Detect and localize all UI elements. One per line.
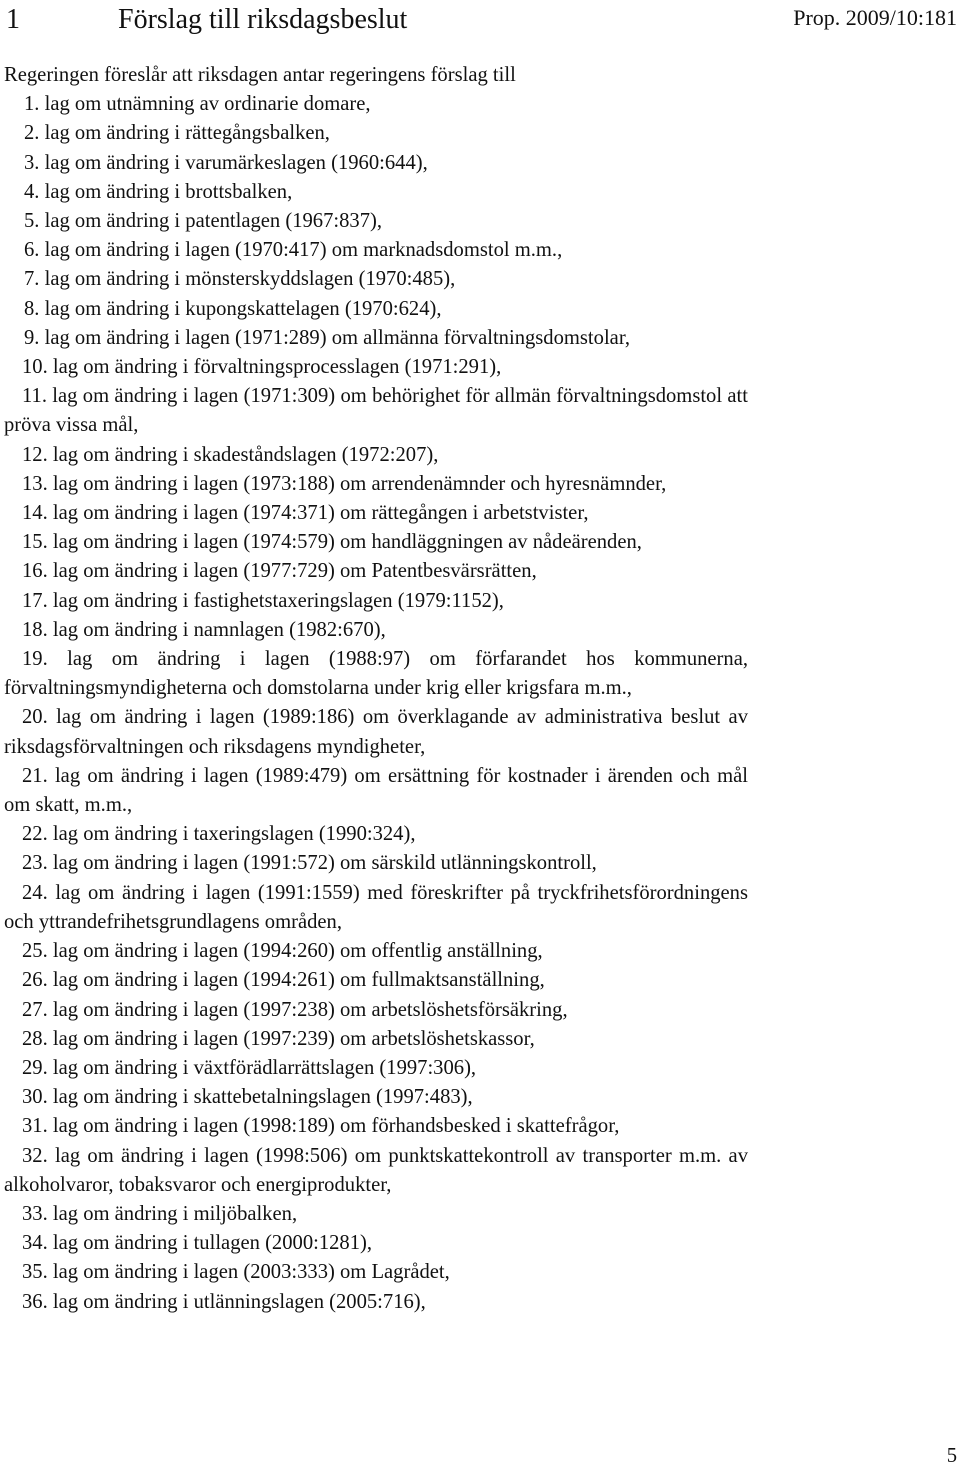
law-item-34: 34. lag om ändring i tullagen (2000:1281), (22, 1232, 373, 1255)
law-item-2: 2. lag om ändring i rättegångsbalken, (24, 122, 330, 145)
law-item-8: 8. lag om ändring i kupongskattelagen (1970:624), (24, 297, 442, 320)
law-item-4: 4. lag om ändring i brottsbalken, (24, 180, 293, 203)
law-item-23: 23. lag om ändring i lagen (1991:572) om särskild utlänningskontroll, (22, 852, 597, 875)
law-item-31: 31. lag om ändring i lagen (1998:189) om förhandsbesked i skattefrågor, (22, 1115, 620, 1138)
law-item-19: 19. lag om ändring i lagen (1988:97) om förfarandet hos kommunerna, förvaltningsmyndigheterna och domstolarna under krig eller krigsfara m.m., (4, 648, 748, 700)
law-item-33: 33. lag om ändring i miljöbalken, (22, 1202, 298, 1225)
intro-paragraph: Regeringen föreslår att riksdagen antar regeringens förslag till (4, 64, 516, 86)
law-item-20: 20. lag om ändring i lagen (1989:186) om överklagande av administrativa beslut av riksdagsförvaltningen och riksdagens myndigheter, (4, 706, 748, 758)
law-item-28: 28. lag om ändring i lagen (1997:239) om arbetslöshetskassor, (22, 1027, 535, 1050)
law-item-21: 21. lag om ändring i lagen (1989:479) om ersättning för kostnader i ärenden och mål om skatt, m.m., (4, 764, 748, 817)
law-item-13: 13. lag om ändring i lagen (1973:188) om arrendenämnder och hyresnämnder, (22, 472, 667, 495)
law-item-27: 27. lag om ändring i lagen (1997:238) om arbetslöshetsförsäkring, (22, 998, 568, 1021)
chapter-number: 1 (6, 4, 20, 35)
law-item-18: 18. lag om ändring i namnlagen (1982:670), (22, 618, 386, 641)
law-item-15: 15. lag om ändring i lagen (1974:579) om handläggningen av nådeärenden, (22, 531, 642, 554)
law-item-3: 3. lag om ändring i varumärkeslagen (1960:644), (24, 151, 428, 174)
law-item-12: 12. lag om ändring i skadeståndslagen (1972:207), (22, 443, 439, 466)
document-body (4, 61, 748, 1317)
law-item-30: 30. lag om ändring i skattebetalningslagen (1997:483), (22, 1086, 473, 1109)
page-header (0, 0, 960, 44)
law-item-6: 6. lag om ändring i lagen (1970:417) om marknadsdomstol m.m., (24, 239, 563, 262)
law-item-5: 5. lag om ändring i patentlagen (1967:837), (24, 210, 383, 233)
law-item-9: 9. lag om ändring i lagen (1971:289) om allmänna förvaltningsdomstolar, (24, 326, 630, 349)
law-item-35: 35. lag om ändring i lagen (2003:333) om Lagrådet, (22, 1261, 450, 1284)
page-number: 5 (946, 1445, 957, 1467)
proposition-reference: Prop. 2009/10:181 (793, 5, 957, 30)
law-item-10: 10. lag om ändring i förvaltningsprocesslagen (1971:291), (22, 356, 502, 379)
law-item-1: 1. lag om utnämning av ordinarie domare, (24, 93, 371, 116)
chapter-title: Förslag till riksdagsbeslut (118, 4, 408, 35)
law-item-32: 32. lag om ändring i lagen (1998:506) om punktskattekontroll av transporter m.m. av alkoholvaror, tobaksvaror och energiprodukter, (4, 1144, 748, 1196)
law-item-11: 11. lag om ändring i lagen (1971:309) om behörighet för allmän förvaltningsdomstol att pröva vissa mål, (4, 385, 748, 437)
law-item-36: 36. lag om ändring i utlänningslagen (2005:716), (22, 1290, 426, 1313)
law-item-25: 25. lag om ändring i lagen (1994:260) om offentlig anställning, (22, 940, 543, 963)
law-item-26: 26. lag om ändring i lagen (1994:261) om fullmaktsanställning, (22, 969, 545, 992)
law-item-22: 22. lag om ändring i taxeringslagen (1990:324), (22, 823, 416, 846)
law-item-14: 14. lag om ändring i lagen (1974:371) om rättegången i arbetstvister, (22, 502, 589, 525)
law-proposal-list (4, 90, 748, 1317)
law-item-7: 7. lag om ändring i mönsterskyddslagen (1970:485), (24, 268, 456, 291)
law-item-24: 24. lag om ändring i lagen (1991:1559) med föreskrifter på tryckfrihetsförordningens och yttrandefrihetsgrundlagens områden, (4, 881, 748, 933)
law-item-29: 29. lag om ändring i växtförädlarrättslagen (1997:306), (22, 1056, 477, 1079)
law-item-17: 17. lag om ändring i fastighetstaxeringslagen (1979:1152), (22, 589, 504, 612)
law-item-16: 16. lag om ändring i lagen (1977:729) om Patentbesvärsrätten, (22, 560, 537, 583)
